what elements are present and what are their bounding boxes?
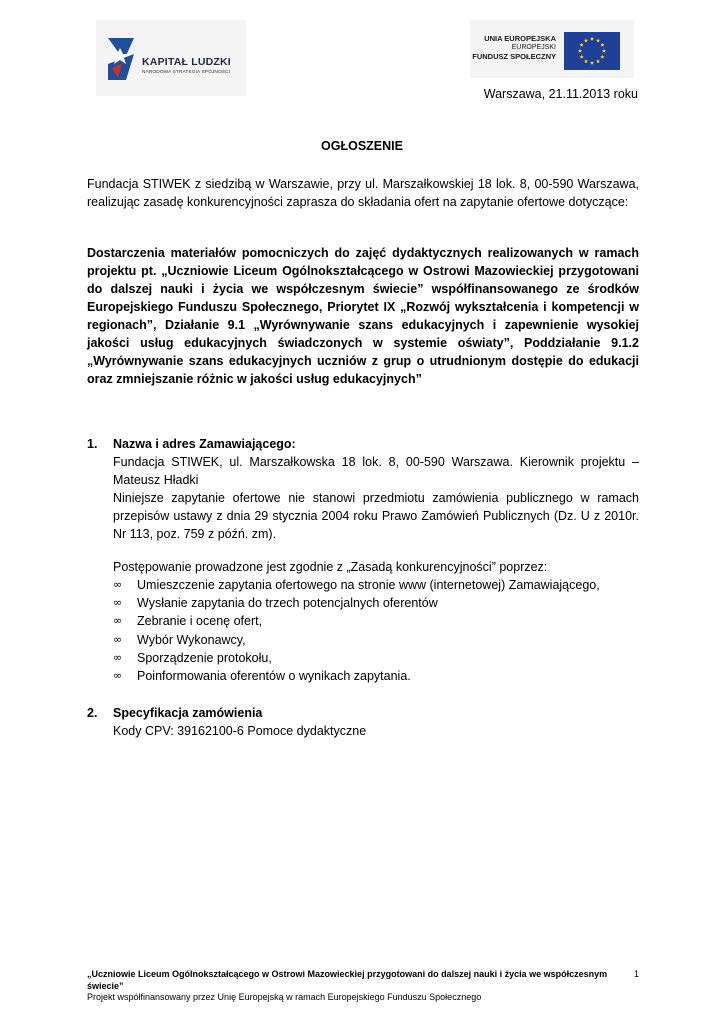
list-item: ∞ Wybór Wykonawcy,: [113, 631, 653, 649]
kapital-ludzki-logo: [96, 20, 246, 96]
bullet-icon: ∞: [113, 650, 123, 664]
kapital-ludzki-subtitle: NARODOWA STRATEGIA SPÓJNOŚCI: [142, 70, 231, 75]
subject-paragraph: Dostarczenia materiałów pomocniczych do zajęć dydaktycznych realizowanych w ramach projektu pt. „Uczniowie Liceum Ogólnokształcącego w Ostrowi Mazowieckiej przygotowani do dalszej nauki i życia we współczesnym świecie” współfinansowanego ze środków Europejskiego Funduszu Społecznego, Priorytet IX „Rozwój wykształcenia i kompetencji w regionach”, Działanie 9.1 „Wyrównywanie szans edukacyjnych i zapewnienie wysokiej jakości usług edukacyjnych świadczonych w systemie oświaty”, Poddziałanie 9.1.2 „Wyrównywanie szans edukacyjnych uczniów z grup o utrudnionym dostępie do edukacji oraz zmniejszanie różnic w jakości usług edukacyjnych”: [87, 246, 639, 386]
section-2-heading: [87, 704, 262, 722]
eu-star-icon: [596, 59, 600, 63]
kapital-ludzki-emblem-icon: [106, 34, 138, 84]
eu-logo-line3: FUNDUSZ SPOŁECZNY: [472, 52, 556, 61]
bullet-icon: ∞: [113, 669, 123, 683]
intro-paragraph: Fundacja STIWEK z siedzibą w Warszawie, przy ul. Marszałkowskiej 18 lok. 8, 00-590 Warszawa, realizując zasadę konkurencyjności zaprasza do składania ofert na zapytanie ofertowe dotyczące:: [87, 177, 639, 209]
page-footer: [87, 969, 627, 1004]
page-number: 1: [634, 969, 640, 979]
document-date: Warszawa, 21.11.2013 roku: [483, 87, 638, 101]
list-item: ∞ Umieszczenie zapytania ofertowego na stronie www (internetowej) Zamawiającego,: [113, 576, 653, 594]
section-1-heading: [87, 435, 296, 453]
list-item: ∞ Zebranie i ocenę ofert,: [113, 612, 653, 630]
list-item: ∞ Wysłanie zapytania do trzech potencjalnych oferentów: [113, 594, 653, 612]
document-heading: OGŁOSZENIE: [321, 139, 403, 153]
eu-star-icon: [602, 49, 606, 53]
cpv-code: Kody CPV: 39162100-6 Pomoce dydaktyczne: [113, 724, 367, 738]
eu-star-icon: [578, 49, 582, 53]
list-item: ∞ Sporządzenie protokołu,: [113, 649, 653, 667]
eu-star-icon: [590, 37, 594, 41]
eu-star-icon: [590, 61, 594, 65]
bullet-icon: ∞: [113, 578, 123, 591]
eu-star-icon: [596, 38, 600, 42]
footer-project-title: „Uczniowie Liceum Ogólnokształcącego w Ostrowi Mazowieckiej przygotowani do dalszej nauki i życia we współczesnym świecie”: [87, 969, 608, 991]
eu-efs-logo: [470, 20, 634, 78]
bullet-icon: ∞: [113, 632, 123, 646]
procedure-intro: Postępowanie prowadzone jest zgodnie z „Zasadą konkurencyjności” poprzez:: [113, 560, 548, 574]
eu-star-icon: [584, 59, 588, 63]
bullet-icon: ∞: [113, 614, 123, 628]
list-item: ∞ Poinformowania oferentów o wynikach zapytania.: [113, 667, 653, 685]
eu-logo-line1: UNIA EUROPEJSKA: [484, 34, 556, 43]
kapital-ludzki-title: KAPITAŁ LUDZKI: [142, 56, 231, 68]
bullet-icon: ∞: [113, 596, 123, 610]
eu-logo-text: [472, 34, 556, 61]
eu-star-icon: [580, 55, 584, 59]
eu-star-icon: [600, 43, 604, 47]
procedure-steps-list: [113, 576, 653, 685]
section-2-number: 2.: [87, 706, 98, 720]
eu-star-icon: [584, 38, 588, 42]
eu-flag-icon: [564, 32, 620, 70]
section-2-title: Specyfikacja zamówienia: [113, 706, 263, 720]
procurement-law-note: Niniejsze zapytanie ofertowe nie stanowi przedmiotu zamówienia publicznego w ramach przepisów ustawy z dnia 29 stycznia 2004 roku Prawo Zamówień Publicznych (Dz. U z 2010r. Nr 113, poz. 759 z późń. zm).: [113, 491, 639, 541]
footer-cofinance-note: Projekt współfinansowany przez Unię Europejską w ramach Europejskiego Funduszu Społecznego: [87, 992, 482, 1002]
contracting-authority-address: Fundacja STIWEK, ul. Marszałkowska 18 lok. 8, 00-590 Warszawa. Kierownik projektu – Mateusz Hładki: [113, 455, 639, 487]
eu-star-icon: [600, 55, 604, 59]
section-1-number: 1.: [87, 437, 98, 451]
eu-logo-line2: EUROPEJSKI: [511, 44, 556, 51]
eu-star-icon: [580, 43, 584, 47]
section-1-title: Nazwa i adres Zamawiającego:: [113, 437, 296, 451]
